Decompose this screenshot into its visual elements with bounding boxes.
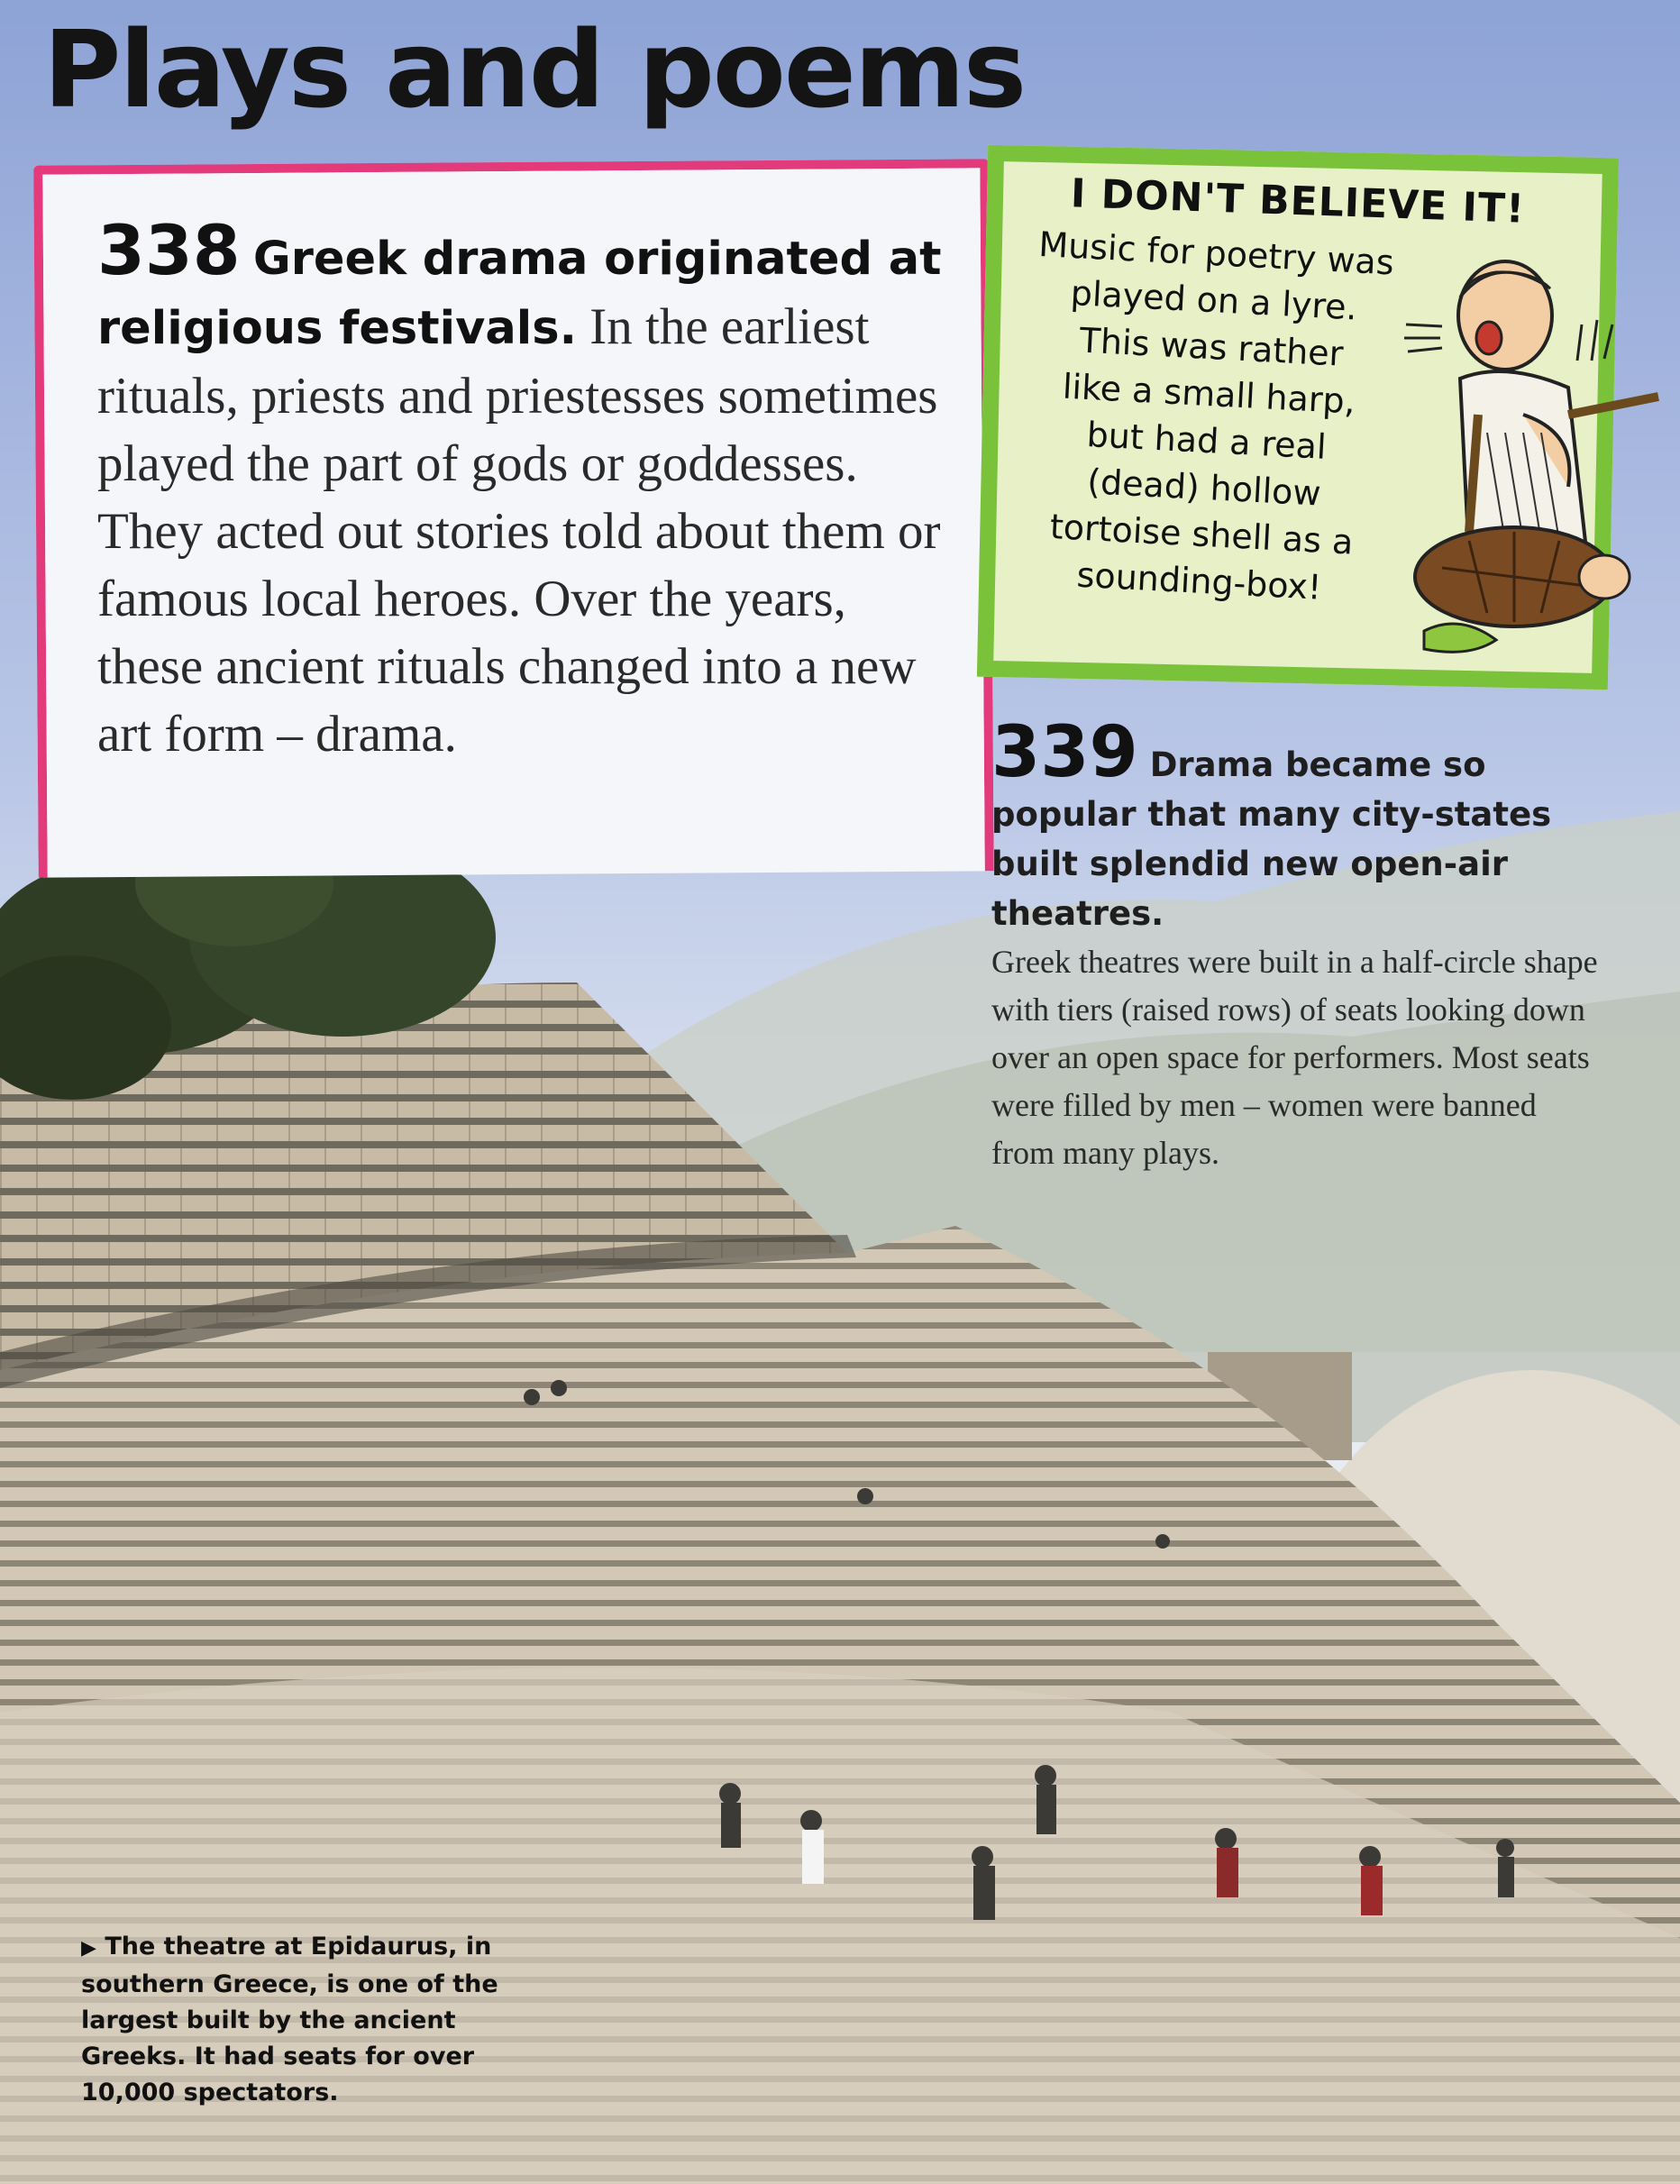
dont-believe-line: sounding-box! [1075,554,1323,608]
lyre-player-illustration [1388,252,1680,667]
fact-338-lead: Greek drama originated at religious festivals. [97,233,942,355]
dont-believe-line: tortoise shell as a [1048,507,1355,562]
caption-arrow-icon: ▶ [81,1937,96,1960]
dont-believe-text [1000,220,1415,615]
caption-text: The theatre at Epidaurus, in southern Greece, is one of the largest built by the ancient Greeks. It had seats for over 10,000 spectators. [81,1933,498,2106]
dont-believe-line: Music for poetry was [1037,224,1395,283]
fact-338-body: In the earliest rituals, priests and priestesses sometimes played the part of gods or goddesses. They acted out stories told about them or famous local heroes. Over the years, these ancient rituals changed into a new art form – drama. [97,298,941,763]
fact-339-lead: Drama became so popular that many city-states built splendid new open-air theatres. [991,745,1552,933]
fact-338 [97,210,954,768]
fact-339-body: Greek theatres were built in a half-circle shape with tiers (raised rows) of seats looking down over an open space for performers. Most seats were filled by men – women were banned from many plays. [991,944,1598,1171]
page-title: Plays and poems [43,7,1026,132]
dont-believe-line: but had a real [1085,415,1328,467]
photo-caption [81,1929,532,2111]
dont-believe-line: This was rather [1078,320,1345,374]
fact-339 [991,712,1604,1177]
dont-believe-line: played on a lyre. [1069,272,1358,328]
fact-338-number: 338 [97,210,241,290]
dont-believe-line: (dead) hollow [1086,461,1322,514]
dont-believe-line: like a small harp, [1061,366,1356,422]
fact-339-number: 339 [991,712,1138,793]
dont-believe-heading: I DON'T BELIEVE IT! [1070,170,1526,233]
